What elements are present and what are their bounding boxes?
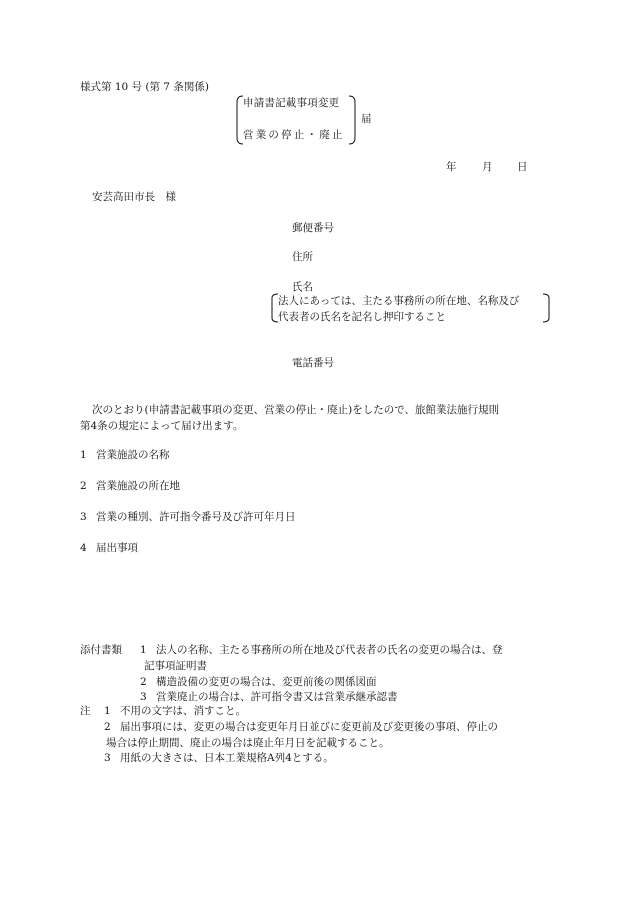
applicant-note-line-2: 代表者の氏名を記名し押印すること xyxy=(278,311,446,323)
attachment-text-continued: 記事項証明書 xyxy=(144,660,207,672)
item-business-type xyxy=(80,509,296,524)
title-suffix: 届 xyxy=(361,113,372,125)
item-notification-matters xyxy=(80,540,138,555)
form-label: 様式第 10 号 (第 7 条関係) xyxy=(80,81,209,93)
note-number: 3 xyxy=(104,752,111,764)
title-option-suspend: 営業の停止・廃止 xyxy=(243,129,345,141)
item-label: 営業施設の所在地 xyxy=(96,480,180,492)
phone-label: 電話番号 xyxy=(292,357,334,369)
item-label: 営業施設の名称 xyxy=(96,449,170,461)
title-option-change: 申請書記載事項変更 xyxy=(243,97,340,109)
date-year: 年 xyxy=(446,161,457,173)
name-label: 氏名 xyxy=(292,281,313,293)
item-label: 営業の種別、許可指令番号及び許可年月日 xyxy=(96,511,296,523)
title-right-bracket-icon xyxy=(348,95,356,145)
note-text: 用紙の大きさは、日本工業規格A列4とする。 xyxy=(120,752,334,764)
date-month: 月 xyxy=(482,161,493,173)
attachment-text: 法人の名称、主たる事務所の所在地及び代表者の氏名の変更の場合は、登 xyxy=(156,644,503,656)
attachment-text: 構造設備の変更の場合は、変更前後の関係図面 xyxy=(156,676,377,688)
item-number: 4 xyxy=(80,542,87,554)
body-text-line-1: 次のとおり(申請書記載事項の変更、営業の停止・廃止)をしたので、旅館業法施行規則 xyxy=(92,404,499,416)
notes-heading: 注 xyxy=(80,705,91,717)
note-right-bracket-icon xyxy=(542,293,550,323)
attachment-text: 営業廃止の場合は、許可指令書又は営業承継承認書 xyxy=(156,691,398,703)
address-label: 住所 xyxy=(292,251,313,263)
note-text: 不用の文字は、消すこと。 xyxy=(120,705,246,717)
postal-code-label: 郵便番号 xyxy=(292,222,334,234)
item-number: 1 xyxy=(80,449,87,461)
item-number: 2 xyxy=(80,480,87,492)
item-label: 届出事項 xyxy=(96,542,138,554)
note-text-continued: 場合は停止期間、廃止の場合は廃止年月日を記載すること。 xyxy=(106,737,390,749)
attachment-number: 3 xyxy=(140,691,147,703)
note-text: 届出事項には、変更の場合は変更年月日並びに変更前及び変更後の事項、停止の xyxy=(120,721,498,733)
item-facility-address xyxy=(80,478,180,493)
note-number: 2 xyxy=(104,721,111,733)
attachments-heading: 添付書類 xyxy=(80,644,122,656)
addressee: 安芸高田市長 様 xyxy=(92,191,176,203)
applicant-note-line-1: 法人にあっては、主たる事務所の所在地、名称及び xyxy=(278,295,520,307)
attachment-number: 2 xyxy=(140,676,147,688)
item-facility-name xyxy=(80,447,170,462)
note-number: 1 xyxy=(104,705,111,717)
date-day: 日 xyxy=(517,161,528,173)
body-text-line-2: 第4条の規定によって届け出ます。 xyxy=(80,420,244,432)
attachment-number: 1 xyxy=(140,644,147,656)
item-number: 3 xyxy=(80,511,87,523)
